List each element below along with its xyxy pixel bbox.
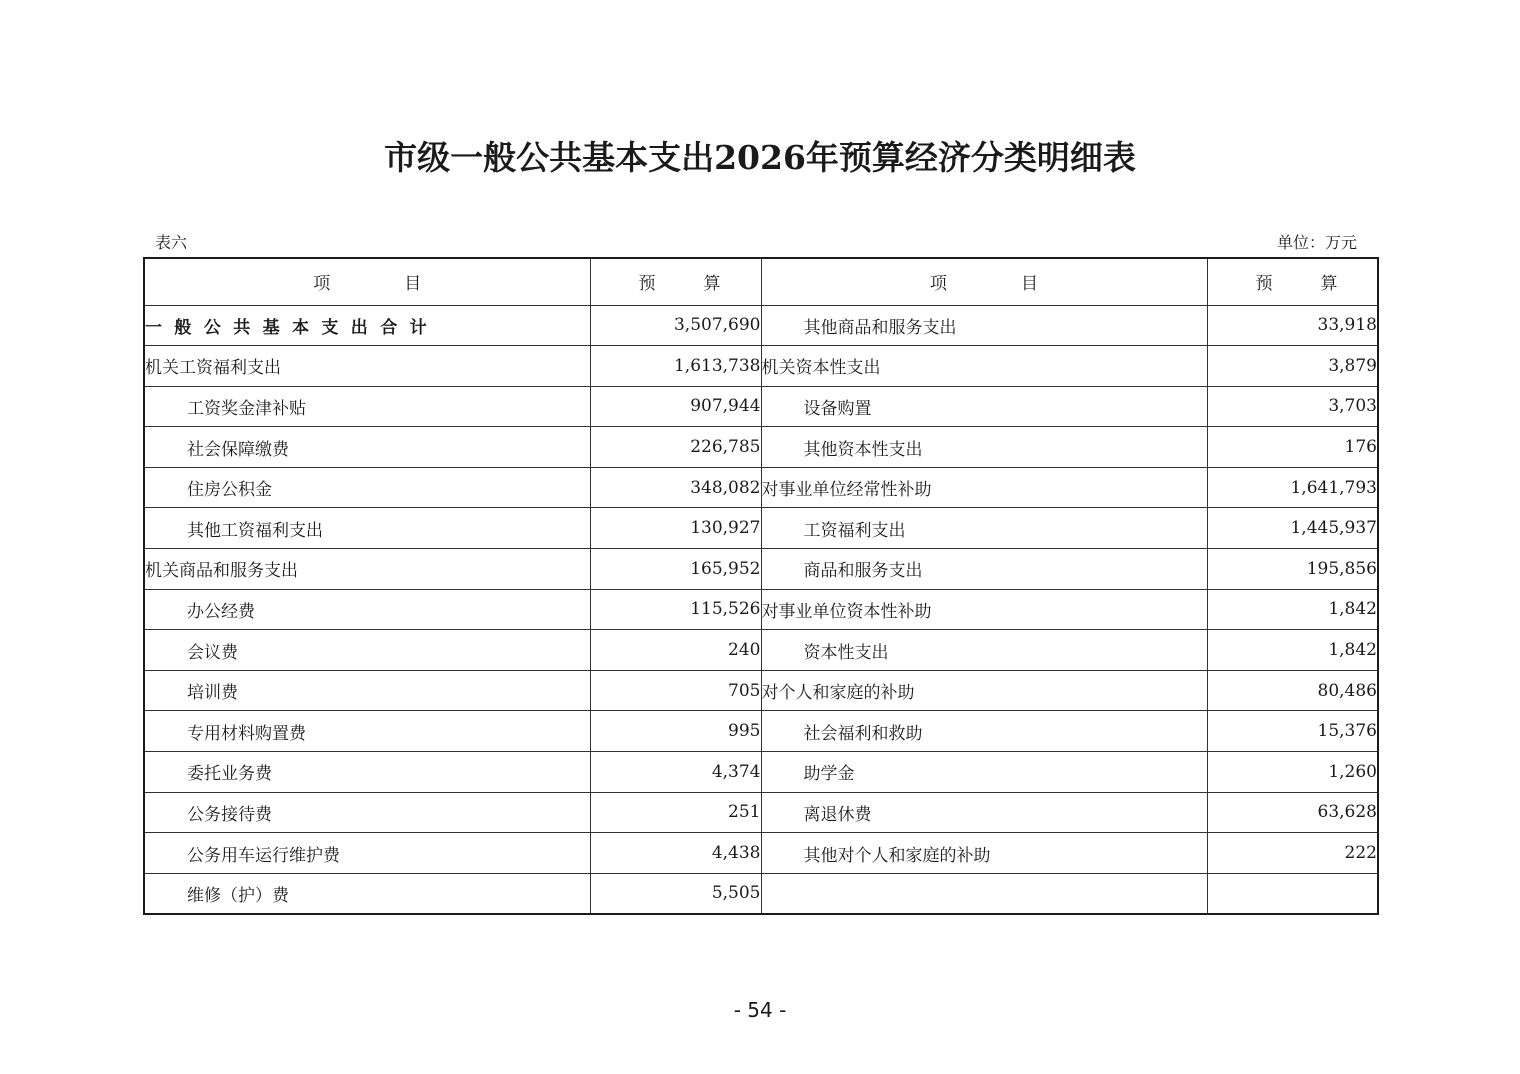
right-item-name: 对事业单位资本性补助 (761, 589, 1207, 630)
left-item-amount: 251 (590, 792, 761, 833)
table-row (144, 670, 1378, 711)
table-row (144, 833, 1378, 874)
left-item-name: 会议费 (144, 630, 590, 671)
left-item-amount: 240 (590, 630, 761, 671)
right-item-amount: 195,856 (1207, 549, 1378, 590)
left-item-name: 社会保障缴费 (144, 427, 590, 468)
right-item-name: 资本性支出 (761, 630, 1207, 671)
table-row (144, 386, 1378, 427)
right-item-name: 机关资本性支出 (761, 346, 1207, 387)
table-row (144, 305, 1378, 346)
budget-table (143, 257, 1386, 915)
right-item-name: 对个人和家庭的补助 (761, 670, 1207, 711)
left-item-name: 一般公共基本支出合计 (144, 305, 590, 346)
right-item-amount: 33,918 (1207, 305, 1378, 346)
left-item-name: 公务接待费 (144, 792, 590, 833)
right-item-amount: 1,842 (1207, 589, 1378, 630)
table-row (144, 589, 1378, 630)
right-item-name: 离退休费 (761, 792, 1207, 833)
right-item-name: 设备购置 (761, 386, 1207, 427)
left-item-amount: 1,613,738 (590, 346, 761, 387)
right-item-amount (1207, 873, 1378, 914)
table-row (144, 752, 1378, 793)
table-number: 表六 (155, 233, 188, 252)
right-item-name: 助学金 (761, 752, 1207, 793)
right-item-name: 社会福利和救助 (761, 711, 1207, 752)
left-item-amount: 4,438 (590, 833, 761, 874)
left-item-amount: 705 (590, 670, 761, 711)
left-item-name: 机关商品和服务支出 (144, 549, 590, 590)
right-item-amount: 1,445,937 (1207, 508, 1378, 549)
table-row (144, 427, 1378, 468)
table-row (144, 873, 1378, 914)
right-item-amount: 1,260 (1207, 752, 1378, 793)
header-amount-left: 预算 (590, 258, 761, 305)
right-item-amount: 222 (1207, 833, 1378, 874)
table-row (144, 792, 1378, 833)
left-item-name: 维修（护）费 (144, 873, 590, 914)
left-item-amount: 130,927 (590, 508, 761, 549)
left-item-name: 培训费 (144, 670, 590, 711)
right-item-name: 工资福利支出 (761, 508, 1207, 549)
right-item-name: 其他商品和服务支出 (761, 305, 1207, 346)
table-row (144, 549, 1378, 590)
left-item-amount: 348,082 (590, 467, 761, 508)
left-item-name: 公务用车运行维护费 (144, 833, 590, 874)
left-item-name: 委托业务费 (144, 752, 590, 793)
page-title: 市级一般公共基本支出2026年预算经济分类明细表 (384, 138, 1136, 177)
right-item-amount: 1,641,793 (1207, 467, 1378, 508)
right-item-amount: 3,703 (1207, 386, 1378, 427)
left-item-name: 办公经费 (144, 589, 590, 630)
right-item-name: 其他对个人和家庭的补助 (761, 833, 1207, 874)
left-item-name: 专用材料购置费 (144, 711, 590, 752)
left-item-amount: 4,374 (590, 752, 761, 793)
unit-label: 单位：万元 (1276, 233, 1357, 252)
header-row (144, 258, 1378, 305)
right-item-amount: 1,842 (1207, 630, 1378, 671)
left-item-amount: 226,785 (590, 427, 761, 468)
left-item-amount: 907,944 (590, 386, 761, 427)
left-item-amount: 3,507,690 (590, 305, 761, 346)
right-item-amount: 3,879 (1207, 346, 1378, 387)
right-item-name: 其他资本性支出 (761, 427, 1207, 468)
table-row (144, 711, 1378, 752)
table-row (144, 630, 1378, 671)
table-row (144, 467, 1378, 508)
left-item-name: 工资奖金津补贴 (144, 386, 590, 427)
header-item-left: 项目 (144, 258, 590, 305)
left-item-amount: 115,526 (590, 589, 761, 630)
left-item-name: 其他工资福利支出 (144, 508, 590, 549)
right-item-amount: 80,486 (1207, 670, 1378, 711)
left-item-amount: 5,505 (590, 873, 761, 914)
header-amount-right: 预算 (1207, 258, 1378, 305)
right-item-amount: 176 (1207, 427, 1378, 468)
right-item-name: 商品和服务支出 (761, 549, 1207, 590)
left-item-amount: 995 (590, 711, 761, 752)
header-item-right: 项目 (761, 258, 1207, 305)
table-row (144, 508, 1378, 549)
left-item-name: 机关工资福利支出 (144, 346, 590, 387)
table-row (144, 346, 1378, 387)
left-item-amount: 165,952 (590, 549, 761, 590)
right-item-amount: 63,628 (1207, 792, 1378, 833)
page-number: - 54 - (733, 998, 787, 1022)
right-item-amount: 15,376 (1207, 711, 1378, 752)
left-item-name: 住房公积金 (144, 467, 590, 508)
right-item-name (761, 873, 1207, 914)
right-item-name: 对事业单位经常性补助 (761, 467, 1207, 508)
